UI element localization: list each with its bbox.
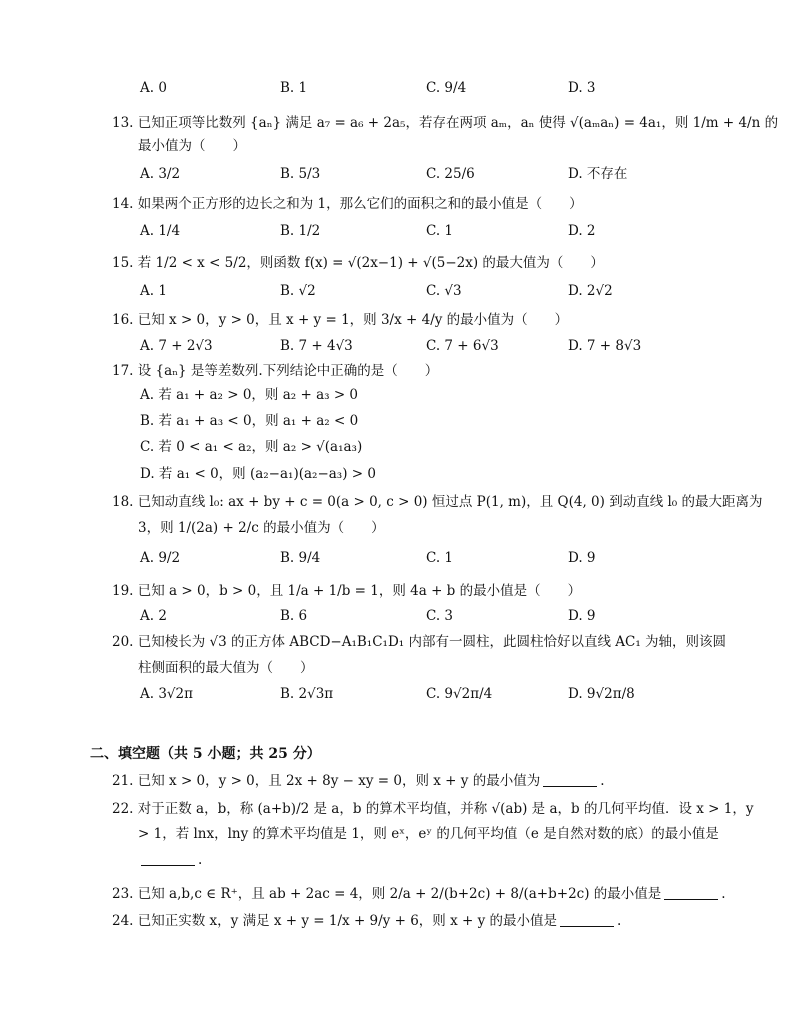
answer-option: B. 7 + 4√3 [280,338,353,354]
answer-option: A. 2 [140,608,167,624]
question-text: 17. 设 {aₙ} 是等差数列.下列结论中正确的是（ ） [112,363,439,379]
answer-blank[interactable] [141,851,195,866]
question-text: 16. 已知 x > 0，y > 0，且 x + y = 1，则 3/x + 4/y 的最小值为（ ） [112,312,569,328]
question-text: 14. 如果两个正方形的边长之和为 1，那么它们的面积之和的最小值是（ ） [112,196,583,212]
answer-option: A. 7 + 2√3 [140,338,213,354]
statement-option: A. 若 a₁ + a₂ > 0，则 a₂ + a₃ > 0 [140,387,359,403]
answer-option: D. 9√2π/8 [568,686,635,702]
question-text: 20. 已知棱长为 √3 的正方体 ABCD−A₁B₁C₁D₁ 内部有一圆柱，此圆柱恰好以直线 AC₁ 为轴，则该圆 [112,634,727,650]
answer-option: A. 3/2 [140,166,181,182]
answer-option: D. 不存在 [568,166,628,182]
answer-option: D. 2 [568,223,596,239]
fill-question: 24. 已知正实数 x，y 满足 x + y = 1/x + 9/y + 6，则 x + y 的最小值是 . [112,913,622,929]
statement-option: C. 若 0 < a₁ < a₂，则 a₂ > √(a₁a₃) [140,439,363,455]
answer-option: C. √3 [426,283,462,299]
answer-option: B. 2√3π [280,686,334,702]
question-text: 15. 若 1/2 < x < 5/2，则函数 f(x) = √(2x−1) + √(5−2x) 的最大值为（ ） [112,255,604,271]
fill-question: 21. 已知 x > 0，y > 0，且 2x + 8y − xy = 0，则 x + y 的最小值为 . [112,773,605,789]
answer-option: D. 3 [568,80,596,96]
answer-option: B. 6 [280,608,308,624]
answer-option: C. 1 [426,550,454,566]
answer-option: C. 9√2π/4 [426,686,493,702]
answer-option: B. 5/3 [280,166,321,182]
question-continuation: 柱侧面积的最大值为（ ） [138,660,314,676]
fill-question: > 1，若 lnx，lny 的算术平均值是 1，则 eˣ，eʸ 的几何平均值（e 是自然对数的底）的最小值是 [138,826,719,842]
question-text: 19. 已知 a > 0，b > 0，且 1/a + 1/b = 1，则 4a + b 的最小值是（ ） [112,583,582,599]
fill-question: 23. 已知 a,b,c ∈ R⁺，且 ab + 2ac = 4，则 2/a + 2/(b+2c) + 8/(a+b+2c) 的最小值是 . [112,886,726,902]
answer-option: B. √2 [280,283,316,299]
answer-option: B. 1 [280,80,308,96]
answer-option: D. 2√2 [568,283,613,299]
answer-option: A. 3√2π [140,686,193,702]
statement-option: B. 若 a₁ + a₃ < 0，则 a₁ + a₂ < 0 [140,413,359,429]
answer-option: D. 7 + 8√3 [568,338,642,354]
answer-option: C. 7 + 6√3 [426,338,499,354]
fill-question: 22. 对于正数 a，b，称 (a+b)/2 是 a，b 的算术平均值，并称 √(ab) 是 a，b 的几何平均值．设 x > 1，y [112,801,754,817]
answer-blank[interactable] [543,772,597,787]
fill-question: . [138,850,202,870]
answer-option: C. 3 [426,608,454,624]
answer-option: C. 9/4 [426,80,467,96]
answer-option: C. 1 [426,223,454,239]
answer-option: D. 9 [568,550,596,566]
answer-option: D. 9 [568,608,596,624]
statement-option: D. 若 a₁ < 0，则 (a₂−a₁)(a₂−a₃) > 0 [140,466,376,482]
answer-option: A. 9/2 [140,550,181,566]
answer-option: A. 1/4 [140,223,181,239]
question-text: 13. 已知正项等比数列 {aₙ} 满足 a₇ = a₆ + 2a₅，若存在两项 aₘ，aₙ 使得 √(aₘaₙ) = 4a₁，则 1/m + 4/n 的 [112,115,779,131]
answer-option: C. 25/6 [426,166,475,182]
answer-blank[interactable] [664,885,718,900]
question-text: 18. 已知动直线 l₀: ax + by + c = 0(a > 0, c > 0) 恒过点 P(1, m)，且 Q(4, 0) 到动直线 l₀ 的最大距离为 [112,494,763,510]
section-title: 二、填空题（共 5 小题；共 25 分） [90,746,321,762]
answer-option: B. 1/2 [280,223,321,239]
answer-blank[interactable] [560,912,614,927]
question-continuation: 最小值为（ ） [138,138,246,154]
answer-option: A. 1 [140,283,167,299]
question-continuation: 3，则 1/(2a) + 2/c 的最小值为（ ） [138,520,385,536]
answer-option: B. 9/4 [280,550,321,566]
answer-option: A. 0 [140,80,167,96]
